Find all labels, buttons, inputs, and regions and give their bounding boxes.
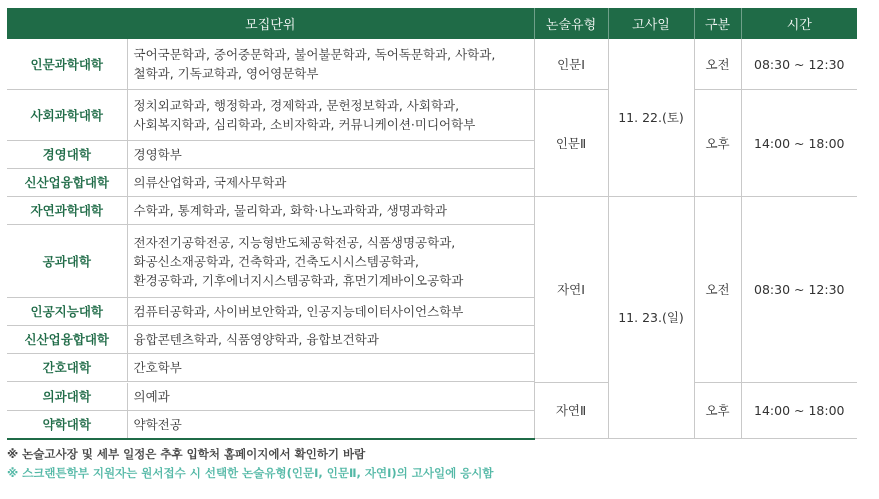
college-name: 간호대학 — [7, 354, 127, 382]
essay-type: 자연Ⅱ — [534, 383, 608, 439]
session: 오후 — [694, 90, 741, 197]
dept-list: 경영학부 — [127, 141, 534, 169]
essay-type: 인문Ⅰ — [534, 39, 608, 90]
dept-list: 컴퓨터공학과, 사이버보안학과, 인공지능데이터사이언스학부 — [127, 298, 534, 326]
college-name: 경영대학 — [7, 141, 127, 169]
dept-list: 국어국문학과, 중어중문학과, 불어불문학과, 독어독문학과, 사학과, 철학과, 기독교학과, 영어영문학부 — [127, 39, 534, 90]
college-name: 공과대학 — [7, 225, 127, 298]
header-unit: 모집단위 — [7, 8, 534, 39]
header-type: 논술유형 — [534, 8, 608, 39]
header-time: 시간 — [741, 8, 857, 39]
exam-date: 11. 23.(일) — [608, 197, 694, 439]
college-name: 사회과학대학 — [7, 90, 127, 141]
college-name: 신산업융합대학 — [7, 169, 127, 197]
essay-type: 인문Ⅱ — [534, 90, 608, 197]
table-row — [7, 39, 857, 90]
session: 오전 — [694, 39, 741, 90]
table-row — [7, 90, 857, 141]
schedule-table-wrapper — [7, 8, 857, 440]
college-name: 인공지능대학 — [7, 298, 127, 326]
essay-type: 자연Ⅰ — [534, 197, 608, 383]
header-date: 고사일 — [608, 8, 694, 39]
essay-schedule-table — [7, 8, 857, 440]
dept-list: 융합콘텐츠학과, 식품영양학과, 융합보건학과 — [127, 326, 534, 354]
table-header-row — [7, 8, 857, 39]
exam-time: 08:30 ~ 12:30 — [741, 197, 857, 383]
exam-time: 08:30 ~ 12:30 — [741, 39, 857, 90]
session: 오전 — [694, 197, 741, 383]
college-name: 인문과학대학 — [7, 39, 127, 90]
college-name: 신산업융합대학 — [7, 326, 127, 354]
dept-list: 약학전공 — [127, 411, 534, 439]
exam-time: 14:00 ~ 18:00 — [741, 90, 857, 197]
dept-list: 의예과 — [127, 383, 534, 411]
session: 오후 — [694, 383, 741, 439]
dept-list: 정치외교학과, 행정학과, 경제학과, 문헌정보학과, 사회학과, 사회복지학과, 심리학과, 소비자학과, 커뮤니케이션·미디어학부 — [127, 90, 534, 141]
dept-list: 수학과, 통계학과, 물리학과, 화학·나노과학과, 생명과학과 — [127, 197, 534, 225]
note-schedule: ※ 논술고사장 및 세부 일정은 추후 입학처 홈페이지에서 확인하기 바람 — [7, 447, 366, 461]
exam-time: 14:00 ~ 18:00 — [741, 383, 857, 439]
dept-list: 간호학부 — [127, 354, 534, 382]
note-scranton: ※ 스크랜튼학부 지원자는 원서접수 시 선택한 논술유형(인문Ⅰ, 인문Ⅱ, 자연Ⅰ)의 고사일에 응시함 — [7, 466, 494, 480]
college-name: 의과대학 — [7, 383, 127, 411]
dept-list: 의류산업학과, 국제사무학과 — [127, 169, 534, 197]
table-row — [7, 197, 857, 225]
footnotes — [7, 445, 494, 483]
dept-list: 전자전기공학전공, 지능형반도체공학전공, 식품생명공학과, 화공신소재공학과, 건축학과, 건축도시시스템공학과, 환경공학과, 기후에너지시스템공학과, 휴먼기계바이오공학과 — [127, 225, 534, 298]
exam-date: 11. 22.(토) — [608, 39, 694, 197]
table-row — [7, 383, 857, 411]
college-name: 약학대학 — [7, 411, 127, 439]
header-session: 구분 — [694, 8, 741, 39]
college-name: 자연과학대학 — [7, 197, 127, 225]
